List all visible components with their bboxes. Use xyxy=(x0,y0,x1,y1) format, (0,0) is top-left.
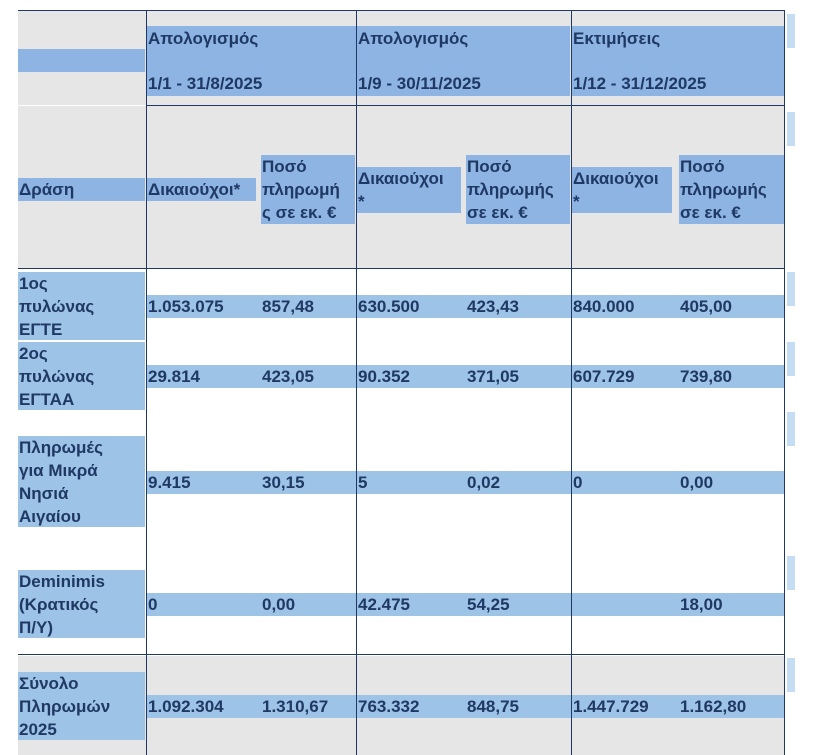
beneficiaries2-header: Δικαιούχοι * xyxy=(358,169,444,211)
total-beneficiaries: 1.092.304 xyxy=(148,697,224,716)
row-label: 1ος πυλώνας ΕΓΤΕ xyxy=(19,274,95,339)
cell-beneficiaries: 42.475 xyxy=(358,595,410,614)
cell-beneficiaries: 0 xyxy=(148,595,158,614)
right-marker xyxy=(787,14,795,48)
cell-amount: 857,48 xyxy=(262,297,314,316)
cell-amount: 30,15 xyxy=(262,473,305,492)
cell-beneficiaries: 630.500 xyxy=(358,297,420,316)
cell-beneficiaries: 0 xyxy=(573,473,583,492)
cell-amount: 18,00 xyxy=(680,595,723,614)
amount1-header: Ποσό πληρωμή ς σε εκ. € xyxy=(262,157,340,222)
cell-beneficiaries: 90.352 xyxy=(358,367,410,386)
total-beneficiaries: 1.447.729 xyxy=(573,697,649,716)
cell-amount: 371,05 xyxy=(467,367,519,386)
cell-beneficiaries: 5 xyxy=(358,473,368,492)
period3-title: Εκτιμήσεις xyxy=(573,29,661,48)
total-row-label: Σύνολο Πληρωμών 2025 xyxy=(19,674,111,739)
beneficiaries3-header: Δικαιούχοι * xyxy=(573,169,659,211)
cell-beneficiaries: 607.729 xyxy=(573,367,635,386)
period2-title: Απολογισμός xyxy=(358,29,469,48)
row-label: 2ος πυλώνας ΕΓΤΑΑ xyxy=(19,344,95,409)
total-amount: 1.310,67 xyxy=(262,697,329,716)
period1-title: Απολογισμός xyxy=(148,29,259,48)
table-rule xyxy=(18,268,785,269)
cell-amount: 0,00 xyxy=(680,473,714,492)
table-col-line xyxy=(784,10,785,755)
right-marker xyxy=(787,272,795,306)
cell-amount: 0,02 xyxy=(467,473,501,492)
cell-beneficiaries: 9.415 xyxy=(148,473,191,492)
table-rule xyxy=(147,105,785,106)
row-label: Deminimis (Κρατικός Π/Υ) xyxy=(19,572,105,637)
cell-amount: 423,05 xyxy=(262,367,314,386)
cell-amount: 405,00 xyxy=(680,297,732,316)
table-col-line xyxy=(356,10,357,755)
cell-amount: 423,43 xyxy=(467,297,519,316)
action-column-header: Δράση xyxy=(19,180,75,199)
period2-dates: 1/9 - 30/11/2025 xyxy=(358,74,481,93)
table-rule xyxy=(18,654,785,655)
total-amount: 848,75 xyxy=(467,697,519,716)
period3-dates: 1/12 - 31/12/2025 xyxy=(573,74,707,93)
right-marker xyxy=(787,556,795,590)
amount2-header: Ποσό πληρωμής σε εκ. € xyxy=(467,157,554,222)
total-amount: 1.162,80 xyxy=(680,697,747,716)
cell-beneficiaries: 29.814 xyxy=(148,367,200,386)
row-label: Πληρωμές για Μικρά Νησιά Αιγαίου xyxy=(19,438,103,526)
right-marker xyxy=(787,112,795,146)
period1-dates: 1/1 - 31/8/2025 xyxy=(148,74,263,93)
cell-amount: 54,25 xyxy=(467,595,510,614)
total-beneficiaries: 763.332 xyxy=(358,697,420,716)
table-border-top xyxy=(18,10,785,11)
right-marker xyxy=(787,658,795,692)
right-marker xyxy=(787,412,795,446)
table-col-line xyxy=(571,10,572,755)
cell-beneficiaries: 1.053.075 xyxy=(148,297,224,316)
table-col-line xyxy=(146,10,147,755)
cell-amount: 739,80 xyxy=(680,367,732,386)
amount3-header: Ποσό πληρωμής σε εκ. € xyxy=(680,157,767,222)
cell-amount: 0,00 xyxy=(262,595,296,614)
corner-highlight xyxy=(18,49,145,72)
cell-beneficiaries: 840.000 xyxy=(573,297,635,316)
beneficiaries1-header: Δικαιούχοι* xyxy=(148,180,241,199)
right-marker xyxy=(787,342,795,376)
